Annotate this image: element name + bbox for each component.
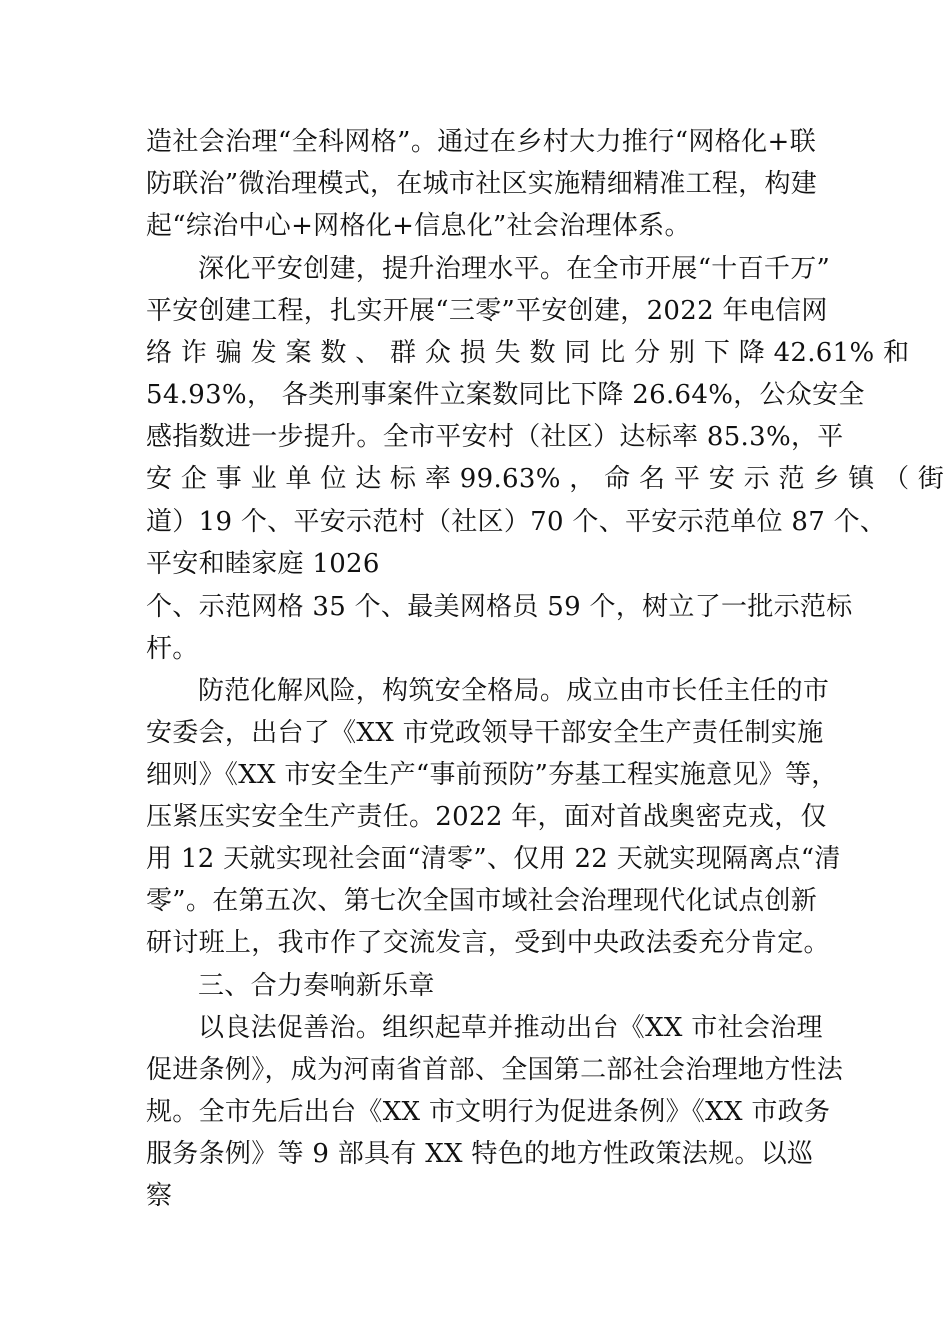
text-line: 压紧压实安全生产责任。2022 年，面对首战奥密克戎，仅 [146, 802, 827, 832]
text-line: 安 企 事 业 单 位 达 标 率 99.63% ， 命 名 平 安 示 范 乡 镇 （ 街 [146, 464, 945, 494]
text-line: 起“综治中心+网格化+信息化”社会治理体系。 [146, 211, 691, 241]
text-line: 用 12 天就实现社会面“清零”、仅用 22 天就实现隔离点“清 [146, 844, 841, 874]
text-line: 研讨班上，我市作了交流发言，受到中央政法委充分肯定。 [146, 928, 830, 958]
text-line: 规。全市先后出台《XX 市文明行为促进条例》《XX 市政务 [146, 1097, 831, 1127]
text-line: 道）19 个、平安示范村（社区）70 个、平安示范单位 87 个、 [146, 507, 887, 537]
text-line: 服务条例》等 9 部具有 XX 特色的地方性政策法规。以巡 [146, 1139, 814, 1169]
text-line: 杆。 [146, 634, 199, 664]
text-line: 促进条例》，成为河南省首部、全国第二部社会治理地方性法 [146, 1055, 844, 1085]
section-heading: 三、合力奏响新乐章 [198, 971, 435, 1001]
text-line: 察 [146, 1181, 173, 1211]
text-line: 防联治”微治理模式，在城市社区实施精细精准工程，构建 [146, 169, 818, 199]
paragraph-first-line: 以良法促善治。组织起草并推动出台《XX 市社会治理 [198, 1013, 823, 1043]
text-line: 造社会治理“全科网格”。通过在乡村大力推行“网格化+联 [146, 127, 816, 157]
paragraph-first-line: 深化平安创建，提升治理水平。在全市开展“十百千万” [198, 254, 831, 284]
text-line: 安委会，出台了《XX 市党政领导干部安全生产责任制实施 [146, 718, 824, 748]
text-line: 54.93%， 各类刑事案件立案数同比下降 26.64%，公众安全 [146, 380, 865, 410]
text-line: 络 诈 骗 发 案 数 、 群 众 损 失 数 同 比 分 别 下 降 42.61% 和 [146, 338, 910, 368]
text-line: 零”。在第五次、第七次全国市域社会治理现代化试点创新 [146, 886, 818, 916]
paragraph-first-line: 防范化解风险，构筑安全格局。成立由市长任主任的市 [198, 676, 830, 706]
text-line: 细则》《XX 市安全生产“事前预防”夯基工程实施意见》等， [146, 760, 838, 790]
text-line: 感指数进一步提升。全市平安村（社区）达标率 85.3%，平 [146, 422, 844, 452]
text-line: 个、示范网格 35 个、最美网格员 59 个，树立了一批示范标 [146, 592, 853, 622]
text-line: 平安创建工程，扎实开展“三零”平安创建，2022 年电信网 [146, 296, 828, 326]
text-line: 平安和睦家庭 1026 [146, 549, 380, 579]
